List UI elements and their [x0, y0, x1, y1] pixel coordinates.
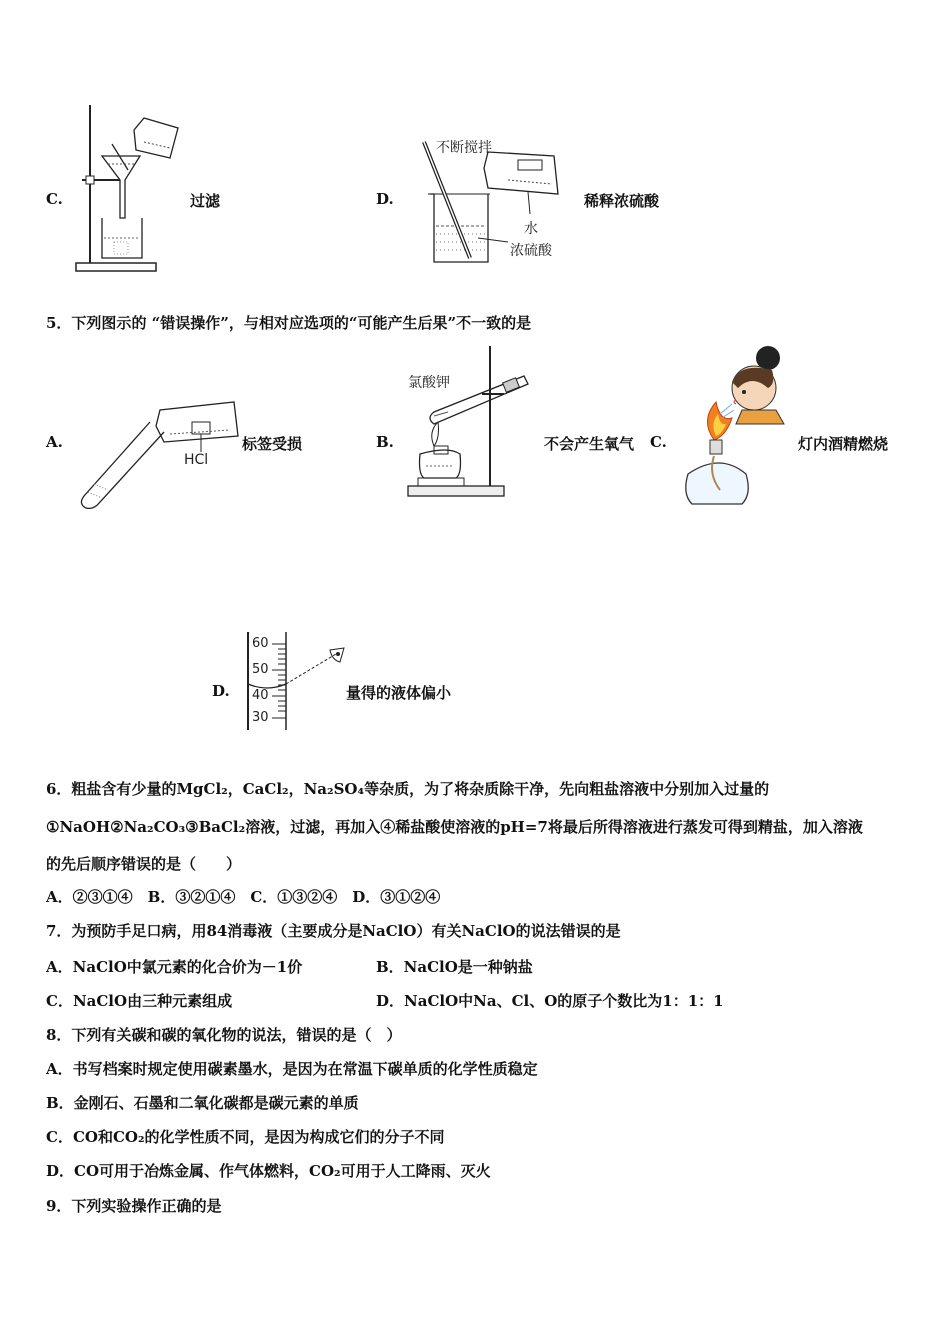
- q7-option-b: B．NaClO是一种钠盐: [376, 958, 533, 976]
- q7-option-a: A．NaClO中氯元素的化合价为－1价: [46, 958, 303, 976]
- q8-stem: 8．下列有关碳和碳的氧化物的说法，错误的是（ ）: [46, 1026, 402, 1044]
- q5-option-a-label: A.: [46, 433, 63, 451]
- q4-option-d-caption: 稀释浓硫酸: [584, 192, 660, 210]
- q7-option-c: C．NaClO由三种元素组成: [46, 992, 233, 1010]
- filtration-figure: [74, 100, 194, 275]
- q5-option-c-caption: 灯内酒精燃烧: [798, 435, 889, 453]
- cylinder-tick-40: 40: [252, 688, 269, 703]
- heating-kclo3-figure: [404, 342, 554, 502]
- d-fig-acid-label: 浓硫酸: [510, 243, 552, 259]
- q7-stem: 7．为预防手足口病，用84消毒液（主要成分是NaClO）有关NaClO的说法错误的是: [46, 922, 621, 940]
- q5-option-b-label: B.: [376, 433, 394, 451]
- d-fig-water-label: 水: [524, 221, 538, 237]
- q7-option-d: D．NaClO中Na、Cl、O的原子个数比为1：1：1: [376, 992, 724, 1010]
- q5-option-d-label: D.: [212, 682, 230, 700]
- q4-option-c-caption: 过滤: [190, 192, 221, 210]
- q4-option-c-label: C.: [46, 190, 63, 208]
- d-fig-stir-label: 不断搅拌: [436, 140, 492, 156]
- q5-option-b-caption: 不会产生氧气: [544, 435, 635, 453]
- cylinder-tick-50: 50: [252, 662, 269, 677]
- q8-option-b: B．金刚石、石墨和二氧化碳都是碳元素的单质: [46, 1094, 359, 1112]
- q5-stem: 5．下列图示的 “错误操作”，与相对应选项的“可能产生后果”不一致的是: [46, 314, 532, 332]
- q5-option-c-label: C.: [650, 433, 667, 451]
- q5-option-d-caption: 量得的液体偏小: [346, 684, 452, 702]
- q6-line2: ①NaOH②Na₂CO₃③BaCl₂溶液，过滤，再加入④稀盐酸使溶液的pH=7将最后所得溶液进行蒸发可得到精盐，加入溶液: [46, 818, 863, 836]
- q6-line3: 的先后顺序错误的是（ ）: [46, 855, 242, 873]
- q5-option-a-caption: 标签受损: [242, 435, 303, 453]
- cylinder-tick-30: 30: [252, 710, 269, 725]
- q6-line1: 6．粗盐含有少量的MgCl₂，CaCl₂，Na₂SO₄等杂质，为了将杂质除干净，先向粗盐溶液中分别加入过量的: [46, 780, 770, 798]
- q8-option-a: A．书写档案时规定使用碳素墨水，是因为在常温下碳单质的化学性质稳定: [46, 1060, 538, 1078]
- cylinder-tick-60: 60: [252, 636, 269, 651]
- q8-option-d: D．CO可用于冶炼金属、作气体燃料，CO₂可用于人工降雨、灭火: [46, 1162, 491, 1180]
- blowing-lamp-figure: [680, 344, 790, 509]
- q9-stem: 9．下列实验操作正确的是: [46, 1197, 222, 1215]
- test-tube-pouring-figure: [74, 396, 244, 511]
- b-fig-kclo3-label: 氯酸钾: [408, 375, 450, 391]
- q8-option-c: C．CO和CO₂的化学性质不同，是因为构成它们的分子不同: [46, 1128, 445, 1146]
- q6-options: A．②③①④ B．③②①④ C．①③②④ D．③①②④: [46, 888, 441, 906]
- a-fig-hcl-label: HCl: [184, 452, 209, 468]
- q4-option-d-label: D.: [376, 190, 394, 208]
